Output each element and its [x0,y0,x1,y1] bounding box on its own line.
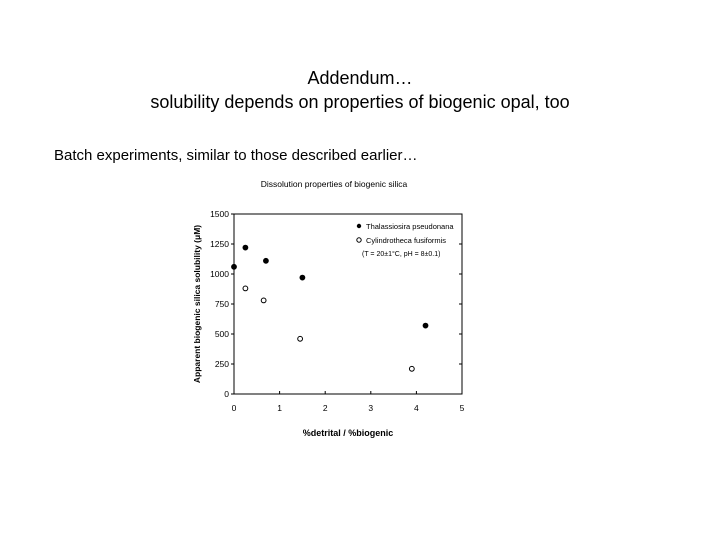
y-tick-label: 500 [214,329,229,339]
conditions-annotation: (T = 20±1°C, pH = 8±0.1) [362,251,441,258]
data-points [232,245,428,371]
y-tick-label: 750 [214,299,229,309]
slide-title-line1: Addendum… [307,68,413,88]
y-tick-label: 0 [224,389,229,399]
x-tick-label: 0 [231,403,237,413]
data-point-thalassiosira [232,264,237,269]
legend-marker-cylindrotheca [357,238,361,242]
x-tick-label: 4 [414,403,419,413]
x-tick-label: 5 [459,403,465,413]
scatter-chart [180,170,480,445]
y-axis-label: Apparent biogenic silica solubility (μM) [192,224,202,384]
y-tick-label: 250 [214,359,229,369]
slide-title [0,66,720,114]
x-tick-label: 1 [277,403,282,413]
data-point-thalassiosira [423,323,428,328]
data-point-cylindrotheca [298,336,303,341]
data-point-thalassiosira [264,258,269,263]
data-point-cylindrotheca [243,286,248,291]
slide-intro-text: Batch experiments, similar to those described earlier… [54,147,418,164]
slide-title-line2: solubility depends on properties of biogenic opal, too [150,92,570,112]
legend-label-cylindrotheca: Cylindrotheca fusiformis [366,236,447,245]
x-axis-label: %detrital / %biogenic [302,428,394,438]
data-point-cylindrotheca [409,366,414,371]
data-point-cylindrotheca [261,298,266,303]
data-point-thalassiosira [243,245,248,250]
y-tick-label: 1500 [210,209,229,219]
x-tick-label: 3 [368,403,374,413]
legend-label-thalassiosira: Thalassiosira pseudonana [366,222,454,231]
legend-marker-thalassiosira [357,224,361,228]
chart-title: Dissolution properties of biogenic silica [260,179,408,189]
x-tick-label: 2 [322,403,328,413]
data-point-thalassiosira [300,275,305,280]
y-tick-label: 1250 [210,239,229,249]
y-tick-label: 1000 [210,269,229,279]
legend [357,222,455,258]
